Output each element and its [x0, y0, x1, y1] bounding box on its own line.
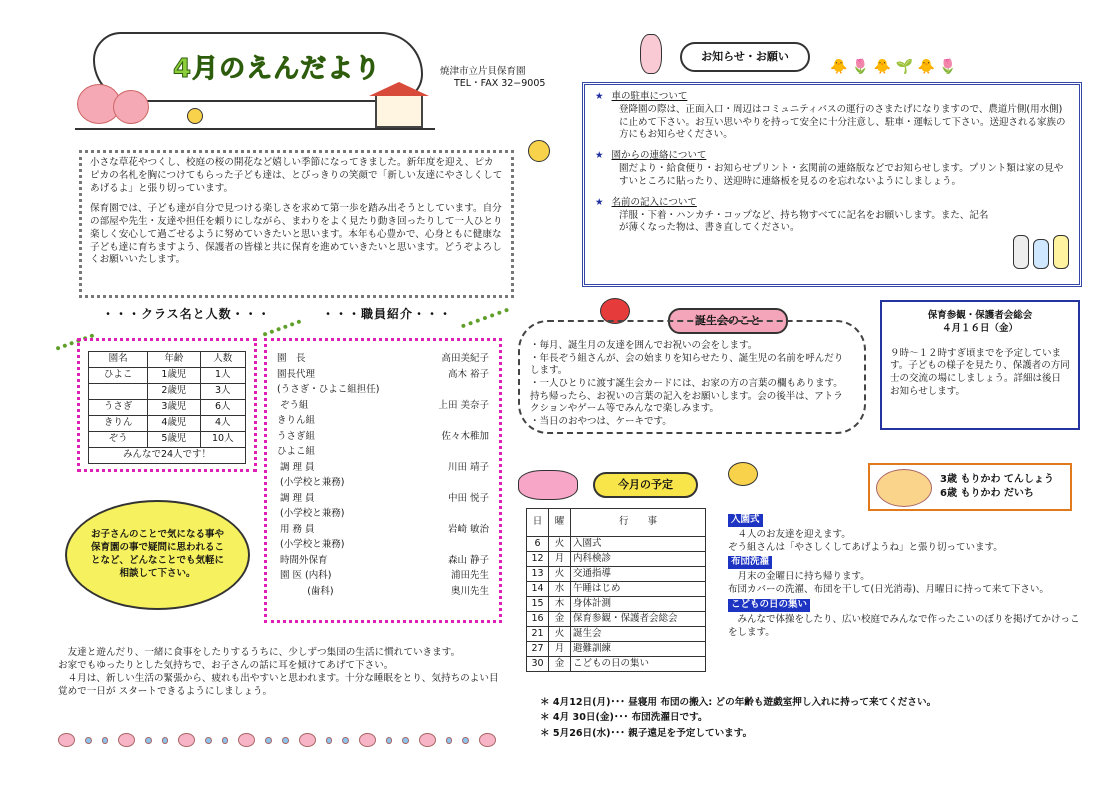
- notices-title: お知らせ・お願い: [680, 42, 810, 72]
- table-cell: 交通指導: [571, 567, 706, 582]
- staff-row: [277, 570, 489, 586]
- dotted-vine: [461, 308, 509, 329]
- table-cell: [89, 384, 148, 400]
- birthday-list-box: [868, 463, 1072, 511]
- staff-name: 森山 静子: [447, 554, 489, 566]
- staff-row: [277, 446, 489, 462]
- staff-row: [277, 384, 489, 400]
- staff-row: [277, 369, 489, 385]
- staff-role: 園長代理: [277, 368, 316, 380]
- table-row: [89, 432, 246, 448]
- staff-name: 川田 靖子: [447, 461, 489, 473]
- meeting-date: ４月１６日（金）: [941, 322, 1018, 334]
- table-header-cell: 曜: [549, 509, 571, 537]
- staff-role: (小学校と兼務): [277, 508, 345, 519]
- events-detail: [728, 512, 1083, 639]
- staff-role: (小学校と兼務): [277, 539, 345, 550]
- table-cell: 2歳児: [148, 384, 200, 400]
- birthday-item: ・年長ぞう組さんが、会の始まりを知らせたり、誕生児の名前を呼んだりします。: [530, 352, 844, 377]
- table-row: [527, 537, 706, 552]
- staff-row: [277, 493, 489, 509]
- table-cell: 4人: [200, 416, 245, 432]
- staff-role: 用 務 員: [277, 523, 315, 535]
- table-cell: 6人: [200, 400, 245, 416]
- table-cell: 身体計測: [571, 597, 706, 612]
- animal-face-icon: [299, 733, 316, 747]
- staff-row: [277, 462, 489, 478]
- event-body: ４人のお友達を迎えます。 ぞう組さんは「やさしくしてあげようね」と張り切っています。: [728, 528, 1003, 553]
- staff-role: 園 医 (内科): [277, 570, 332, 581]
- animal-face-icon: [118, 733, 135, 747]
- notice-heading: 園からの連絡について: [611, 150, 707, 162]
- staff-name: 岩崎 敏治: [447, 523, 489, 535]
- staff-row: [277, 431, 489, 447]
- staff-name: 高田美紀子: [441, 353, 489, 364]
- greeting-box: [79, 150, 514, 298]
- table-cell: 避難訓練: [571, 642, 706, 657]
- table-cell: ひよこ: [89, 368, 148, 384]
- table-cell: 水: [549, 582, 571, 597]
- table-header-cell: 行 事: [571, 509, 706, 537]
- table-row: [89, 384, 246, 400]
- bottom-decoration: [58, 730, 496, 750]
- table-row: [89, 368, 246, 384]
- notice-body: 洋服・下着・ハンカチ・コップなど、持ち物すべてに記名をお願いします。また、記名が薄くなった物は、書き直してください。: [619, 209, 989, 234]
- event-label: 布団洗濯: [728, 556, 772, 569]
- table-cell: こどもの日の集い: [571, 657, 706, 672]
- dot-icon: [145, 737, 152, 744]
- table-row: [527, 642, 706, 657]
- notices-box: [582, 82, 1082, 287]
- dot-icon: [402, 737, 409, 744]
- staff-role: きりん組: [277, 415, 316, 426]
- chick-flower-decoration: 🐥 🌷 🐥 🌱 🐥 🌷: [830, 59, 957, 75]
- table-row: [527, 552, 706, 567]
- staff-name: 高木 裕子: [447, 368, 489, 380]
- consult-bubble: [65, 500, 250, 610]
- greeting-paragraph: 小さな草花やつくし、校庭の桜の開花など嬉しい季節になってきました。新年度を迎え、ピカピカの名札を胸につけてもらった子ども達は、とびっきりの笑顔で「新しい友達にやさしくしてあげるよ」と張り切っています。: [90, 157, 503, 194]
- greeting-paragraph: 保育園では、子ども達が自分で見つける楽しさを求めて第一歩を踏み出そうとしています。自分の部屋や先生・友達や担任を頼りにしながら、まわりをよく見たり動き回ったりして一人ひとり楽しく安心して過ごせるように努めていきたいと思います。本年も心豊かで、心身ともに健康な子ども達に育ちますよう、保護者の皆様と共に保育を進めていきたいと思います。どうぞよろしくお願いいたします。: [90, 203, 503, 266]
- staff-role: (小学校と兼務): [277, 477, 345, 488]
- rabbit-icon: [640, 34, 662, 74]
- staff-row: [277, 415, 489, 431]
- birthday-child: 6歳 もりかわ だいち: [940, 487, 1034, 499]
- table-cell: 火: [549, 537, 571, 552]
- staff-role: ぞう組: [277, 399, 309, 411]
- table-row: [527, 627, 706, 642]
- table-cell: 6: [527, 537, 549, 552]
- table-cell: 5歳児: [148, 432, 200, 448]
- staff-name: 奥川先生: [450, 585, 489, 597]
- table-cell: 入園式: [571, 537, 706, 552]
- animal-face-icon: [238, 733, 255, 747]
- table-header-cell: 人数: [200, 352, 245, 368]
- animal-face-icon: [359, 733, 376, 747]
- dot-icon: [265, 737, 272, 744]
- bee-icon: [528, 140, 550, 162]
- closing-paragraph: 友達と遊んだり、一緒に食事をしたりするうちに、少しずつ集団の生活に慣れていきます。: [58, 647, 461, 658]
- schedule-title: 今月の予定: [593, 472, 698, 498]
- birds-on-flowers-icon: [518, 470, 578, 500]
- table-cell: 27: [527, 642, 549, 657]
- event-label: 入園式: [728, 514, 763, 527]
- staff-row: [277, 539, 489, 555]
- org-name: 焼津市立片貝保育園: [440, 66, 526, 77]
- star-icon: ★: [595, 91, 604, 102]
- staff-row: [277, 400, 489, 416]
- table-cell: 3人: [200, 384, 245, 400]
- notice-item: [595, 197, 1069, 235]
- staff-box: [264, 338, 502, 623]
- notice-item: [595, 91, 1069, 142]
- event-body: みんなで体操をしたり、広い校庭でみんなで作ったこいのぼりを掲げてかけっこをします。: [728, 613, 1080, 638]
- animal-face-icon: [479, 733, 496, 747]
- dot-icon: [162, 737, 169, 744]
- bear-birthday-icon: [876, 469, 932, 507]
- birthday-item: ・毎月、誕生月の友達を囲んでお祝いの会をします。: [530, 340, 758, 351]
- org-phone: TEL・FAX 32−9005: [454, 78, 546, 90]
- dot-icon: [386, 737, 393, 744]
- staff-role: ひよこ組: [277, 446, 316, 457]
- table-total-cell: みんなで24人です！: [89, 448, 246, 464]
- cherry-tree-icon: [113, 90, 149, 124]
- table-cell: 誕生会: [571, 627, 706, 642]
- class-box: [77, 338, 257, 472]
- birthday-item: ・一人ひとりに渡す誕生会カードには、お家の方の言葉の欄もあります。持ち帰ったら、お祝いの言葉の記入をお願いします。会の後半は、アトラクションやゲーム等でみんなで楽しみます。: [530, 377, 843, 415]
- staff-name: 佐々木稚加: [441, 430, 489, 442]
- animal-face-icon: [419, 733, 436, 747]
- staff-role: (うさぎ・ひよこ組担任): [277, 384, 380, 395]
- staff-row: [277, 477, 489, 493]
- closing-paragraph: お家でもゆったりとした気持ちで、お子さんの話に耳を傾けてあげて下さい。: [58, 659, 394, 671]
- animal-face-icon: [58, 733, 75, 747]
- table-cell: 午睡はじめ: [571, 582, 706, 597]
- staff-role: (歯科): [277, 585, 334, 597]
- org-info: [440, 66, 545, 91]
- notice-heading: 車の駐車について: [611, 91, 688, 102]
- table-cell: 火: [549, 567, 571, 582]
- newsletter-title: 4月のえんだより: [173, 54, 382, 84]
- table-cell: 1歳児: [148, 368, 200, 384]
- table-cell: 15: [527, 597, 549, 612]
- table-row: [89, 416, 246, 432]
- table-cell: 月: [549, 552, 571, 567]
- table-cell: 4歳児: [148, 416, 200, 432]
- school-building-icon: [375, 94, 423, 128]
- dot-icon: [222, 737, 229, 744]
- footer-notes: [540, 695, 936, 741]
- staff-row: [277, 353, 489, 369]
- bee-icon: [728, 462, 758, 486]
- dot-icon: [462, 737, 469, 744]
- dot-icon: [446, 737, 453, 744]
- table-cell: 13: [527, 567, 549, 582]
- table-header-cell: 園名: [89, 352, 148, 368]
- staff-row: [277, 586, 489, 602]
- animal-face-icon: [178, 733, 195, 747]
- staff-row: [277, 508, 489, 524]
- meeting-box: [880, 300, 1080, 430]
- class-section-title: ・・・クラス名と人数・・・: [102, 307, 271, 321]
- event-label: こどもの日の集い: [728, 599, 810, 612]
- table-cell: 21: [527, 627, 549, 642]
- star-icon: ★: [595, 150, 604, 162]
- table-cell: 木: [549, 597, 571, 612]
- table-cell: 火: [549, 627, 571, 642]
- table-cell: 保育参観・保護者会総会: [571, 612, 706, 627]
- closing-text: [58, 647, 508, 699]
- dot-icon: [102, 737, 109, 744]
- table-cell: 金: [549, 657, 571, 672]
- meeting-body: ９時～１２時すぎ頃までを予定しています。子どもの様子を見たり、保護者の方同士の交流の場にしましょう。詳細は後日お知らせします。: [890, 347, 1070, 398]
- table-cell: 10人: [200, 432, 245, 448]
- table-header-row: [527, 509, 706, 537]
- table-row: [89, 400, 246, 416]
- table-header-cell: 年齢: [148, 352, 200, 368]
- table-cell: 1人: [200, 368, 245, 384]
- table-row: [527, 597, 706, 612]
- table-cell: 12: [527, 552, 549, 567]
- stationery-characters-icon: [1005, 235, 1075, 280]
- staff-role: 調 理 員: [277, 461, 315, 473]
- dot-icon: [282, 737, 289, 744]
- staff-name: 中田 悦子: [447, 492, 489, 504]
- staff-role: 園 長: [277, 353, 306, 364]
- footer-note: ＊ 5月26日(水)･･･ 親子遠足を予定しています。: [540, 727, 753, 739]
- event-body: 月末の金曜日に持ち帰ります。 布団カバーの洗濯、布団を干して(日光消毒)、月曜日に持って来て下さい。: [728, 571, 1049, 596]
- table-total-row: [89, 448, 246, 464]
- staff-role: 時間外保育: [277, 554, 328, 566]
- dot-icon: [326, 737, 333, 744]
- notice-heading: 名前の記入について: [611, 196, 697, 208]
- table-cell: 内科検診: [571, 552, 706, 567]
- table-cell: 30: [527, 657, 549, 672]
- birthday-item: ・当日のおやつは、ケーキです。: [530, 415, 672, 427]
- table-cell: 月: [549, 642, 571, 657]
- birthday-box: [518, 320, 866, 434]
- table-row: [527, 657, 706, 672]
- staff-name: 浦田先生: [450, 570, 489, 581]
- table-row: [527, 567, 706, 582]
- table-header-row: [89, 352, 246, 368]
- staff-row: [277, 524, 489, 540]
- dot-icon: [85, 737, 92, 744]
- birthday-title: 誕生会のこと: [668, 308, 788, 334]
- dot-icon: [205, 737, 212, 744]
- birthday-child: 3歳 もりかわ てんしょう: [940, 474, 1054, 485]
- table-cell: ぞう: [89, 432, 148, 448]
- table-cell: きりん: [89, 416, 148, 432]
- table-cell: うさぎ: [89, 400, 148, 416]
- table-row: [527, 612, 706, 627]
- schedule-table: [526, 508, 706, 672]
- staff-name: 上田 美奈子: [438, 399, 489, 411]
- bee-icon: [187, 108, 203, 124]
- dot-icon: [342, 737, 349, 744]
- table-row: [527, 582, 706, 597]
- closing-paragraph: ４月は、新しい生活の緊張から、疲れも出やすいと思われます。十分な睡眠をとり、気持ちのよい目覚めで一日が スタートできるようにしましょう。: [58, 672, 499, 697]
- notice-body: 登降園の際は、正面入口・周辺はコミュニティバスの運行のさまたげになりますので、農道片側(用水側)に止めて下さい。お互い思いやりを持って安全に十分注意し、駐車・運転して下さい。送迎される家族の方にもお知らせください。: [619, 103, 1066, 141]
- notice-item: [595, 150, 1069, 188]
- staff-section-title: ・・・職員紹介・・・: [322, 307, 453, 321]
- star-icon: ★: [595, 196, 604, 208]
- table-cell: 金: [549, 612, 571, 627]
- table-cell: 16: [527, 612, 549, 627]
- footer-note: ＊ 4月 30日(金)･･･ 布団洗濯日です。: [540, 712, 708, 724]
- staff-row: [277, 555, 489, 571]
- meeting-title: 保育参観・保護者会総会: [927, 310, 1033, 321]
- table-header-cell: 日: [527, 509, 549, 537]
- footer-note: ＊ 4月12日(月)･･･ 昼寝用 布団の搬入: どの年齢も遊戯室押し入れに持って来てください。: [540, 697, 937, 708]
- table-cell: 3歳児: [148, 400, 200, 416]
- staff-role: 調 理 員: [277, 492, 315, 504]
- staff-role: うさぎ組: [277, 430, 316, 442]
- table-cell: 14: [527, 582, 549, 597]
- ground-line: [75, 128, 435, 130]
- notice-body: 園だより・給食便り・お知らせプリント・玄関前の連絡版などでお知らせします。プリント類は家の見やすいところに貼ったり、送迎時に連絡板を見るのを忘れないようにしましょう。: [619, 163, 1064, 187]
- consult-text: お子さんのことで気になる事や保育園の事で疑問に思われることなど、どんなことでも気軽に相談して下さい。: [90, 529, 224, 579]
- title-banner: [75, 28, 435, 136]
- class-table: [88, 351, 246, 464]
